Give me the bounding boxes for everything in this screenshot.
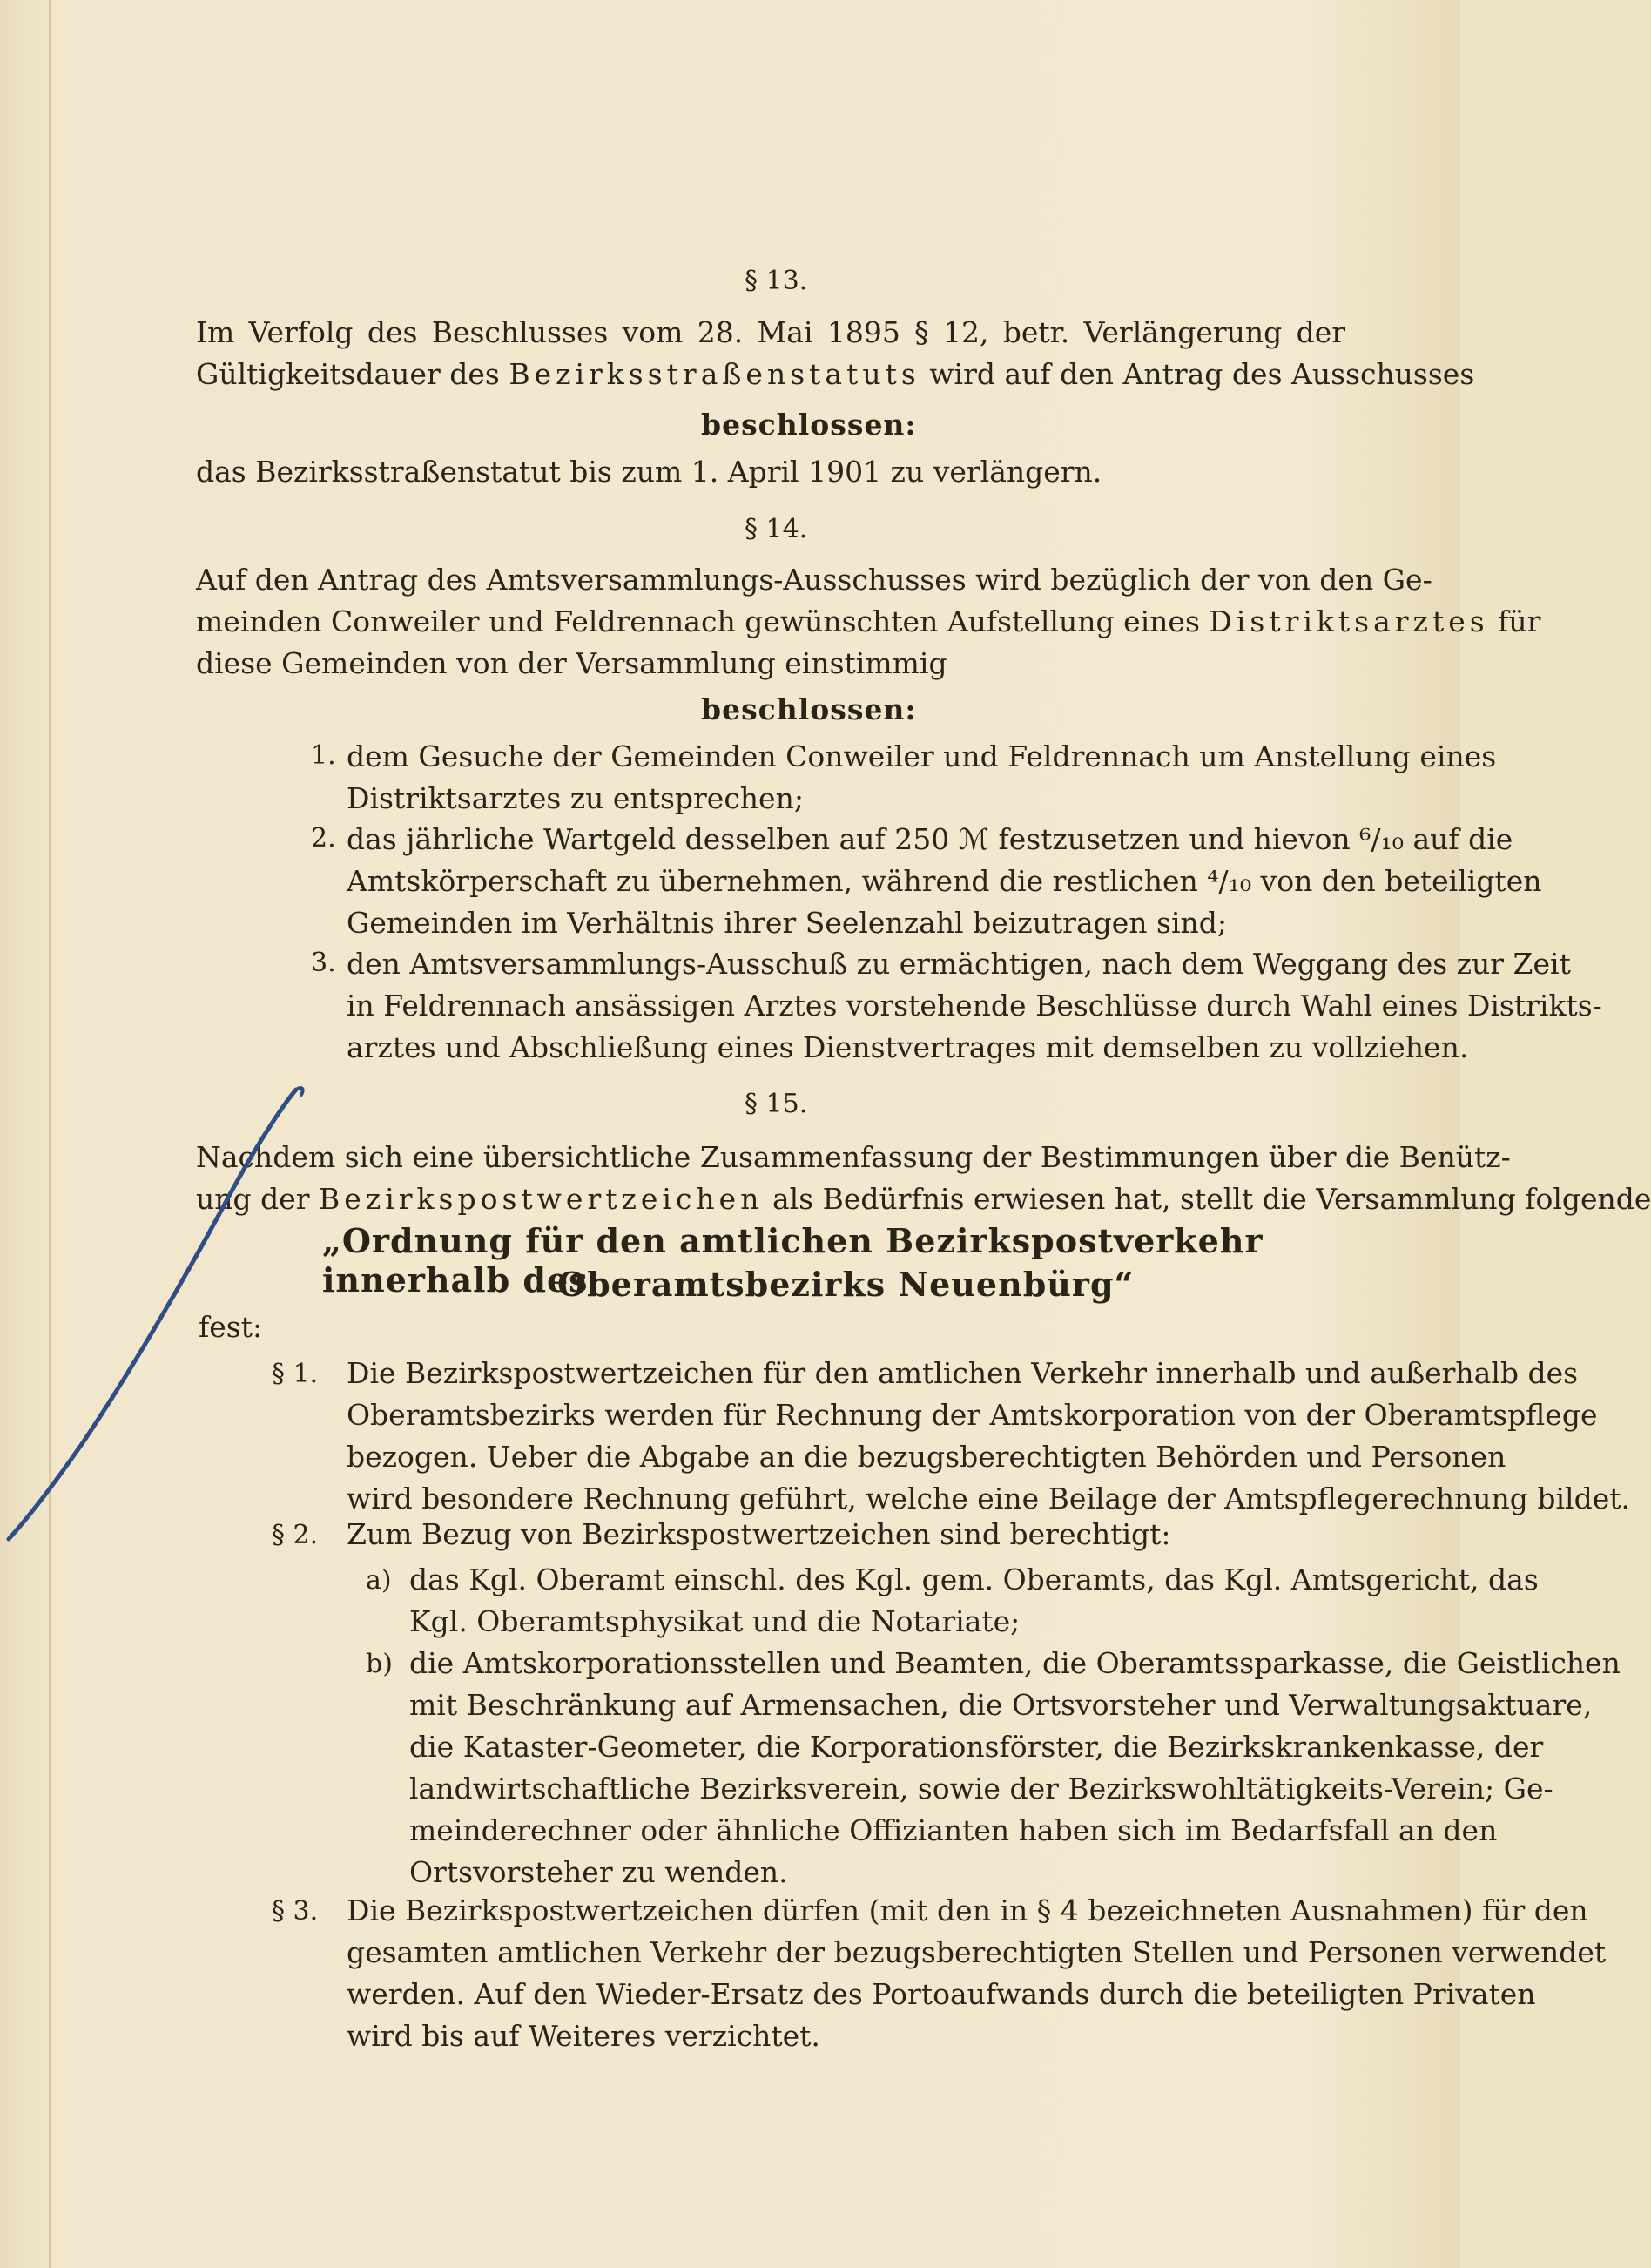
text-line: Amtskörperschaft zu übernehmen, während die restlichen ⁴/₁₀ von den beteiligten	[347, 864, 1542, 898]
text-line: werden. Auf den Wieder-Ersatz des Portoaufwands durch die beteiligten Privaten	[347, 1977, 1536, 2011]
section-13-resolution	[196, 451, 1345, 493]
text-line: landwirtschaftliche Bezirksverein, sowie der Bezirkswohltätigkeits-Verein; Ge-	[409, 1772, 1553, 1806]
item-number: 2.	[311, 823, 336, 854]
sub-item-a	[409, 1559, 1539, 1643]
section-15-title: § 15.	[745, 1089, 808, 1119]
item-number: 3.	[311, 948, 336, 978]
text-line: Gemeinden im Verhältnis ihrer Seelenzahl beizutragen sind;	[347, 906, 1228, 940]
fest-line	[199, 1306, 1348, 1348]
section-15-paragraph	[196, 1137, 1651, 1220]
paragraph-number: § 1.	[272, 1359, 319, 1389]
text-line: Auf den Antrag des Amtsversammlungs-Ausschusses wird bezüglich der von den Ge-	[196, 563, 1432, 597]
paragraph-number: § 3.	[272, 1896, 319, 1927]
text-line: fest:	[199, 1310, 263, 1344]
text-line: den Amtsversammlungs-Ausschuß zu ermächtigen, nach dem Weggang des zur Zeit	[347, 947, 1571, 981]
text-line: wird besondere Rechnung geführt, welche eine Beilage der Amtspflegerechnung bildet.	[347, 1482, 1630, 1515]
list-item	[347, 736, 1497, 820]
paragraph-2	[347, 1514, 1345, 1556]
list-item	[347, 819, 1542, 944]
sub-item-label: b)	[366, 1649, 393, 1679]
text-line: bezogen. Ueber die Abgabe an die bezugsberechtigten Behörden und Personen	[347, 1440, 1506, 1474]
beschlossen-heading: beschlossen:	[701, 692, 917, 726]
ordinance-title-line: „Ordnung für den amtlichen Bezirkspostverkehr innerhalb des	[322, 1221, 1264, 1299]
text-line: Gültigkeitsdauer des Bezirksstraßenstatuts wird auf den Antrag des Ausschusses	[196, 357, 1475, 391]
text-line: meinderechner oder ähnliche Offizianten haben sich im Bedarfsfall an den	[409, 1813, 1498, 1847]
text-line: Die Bezirkspostwertzeichen dürfen (mit den in § 4 bezeichneten Ausnahmen) für den	[347, 1893, 1588, 1927]
sub-item-b	[409, 1643, 1621, 1893]
section-14-paragraph	[196, 559, 1541, 685]
section-13-title: § 13.	[745, 266, 808, 296]
text-line: diese Gemeinden von der Versammlung einstimmig	[196, 646, 947, 680]
beschlossen-heading: beschlossen:	[701, 408, 917, 442]
text-line: Zum Bezug von Bezirkspostwertzeichen sind berechtigt:	[347, 1517, 1171, 1551]
text-line: die Amtskorporationsstellen und Beamten, die Oberamtssparkasse, die Geistlichen	[409, 1646, 1621, 1680]
text-line: Im Verfolg des Beschlusses vom 28. Mai 1895 § 12, betr. Verlängerung der	[196, 315, 1345, 349]
text-line: das Bezirksstraßenstatut bis zum 1. April 1901 zu verlängern.	[196, 455, 1102, 489]
text-line: gesamten amtlichen Verkehr der bezugsberechtigten Stellen und Personen verwendet	[347, 1935, 1607, 1969]
text-line: wird bis auf Weiteres verzichtet.	[347, 2019, 820, 2053]
text-line: mit Beschränkung auf Armensachen, die Ortsvorsteher und Verwaltungsaktuare,	[409, 1688, 1593, 1722]
sub-item-label: a)	[366, 1565, 392, 1596]
text-line: dem Gesuche der Gemeinden Conweiler und Feldrennach um Anstellung eines	[347, 739, 1497, 773]
section-13-paragraph	[196, 312, 1475, 395]
text-line: arztes und Abschließung eines Dienstvertrages mit demselben zu vollziehen.	[347, 1030, 1469, 1064]
text-line: die Kataster-Geometer, die Korporationsförster, die Bezirkskrankenkasse, der	[409, 1730, 1544, 1764]
text-line: meinden Conweiler und Feldrennach gewünschten Aufstellung eines Distriktsarztes für	[196, 604, 1541, 638]
text-line: Distriktsarztes zu entsprechen;	[347, 781, 804, 815]
text-line: in Feldrennach ansässigen Arztes vorstehende Beschlüsse durch Wahl eines Distrikts-	[347, 989, 1602, 1023]
paragraph-1	[347, 1353, 1630, 1520]
ordinance-title-line: Oberamtsbezirks Neuenbürg“	[557, 1265, 1135, 1304]
item-number: 1.	[311, 740, 336, 771]
text-line: Oberamtsbezirks werden für Rechnung der Amtskorporation von der Oberamtspflege	[347, 1398, 1598, 1432]
list-item	[347, 943, 1602, 1069]
text-line: das Kgl. Oberamt einschl. des Kgl. gem. Oberamts, das Kgl. Amtsgericht, das	[409, 1563, 1539, 1596]
text-line: Kgl. Oberamtsphysikat und die Notariate;	[409, 1604, 1021, 1638]
section-14-title: § 14.	[745, 514, 808, 544]
text-line: das jährliche Wartgeld desselben auf 250 ℳ festzusetzen und hievon ⁶/₁₀ auf die	[347, 822, 1513, 856]
paragraph-number: § 2.	[272, 1520, 319, 1550]
text-line: Die Bezirkspostwertzeichen für den amtlichen Verkehr innerhalb und außerhalb des	[347, 1356, 1579, 1390]
text-line: Ortsvorsteher zu wenden.	[409, 1855, 788, 1889]
text-line: Nachdem sich eine übersichtliche Zusammenfassung der Bestimmungen über die Benütz-	[196, 1140, 1511, 1174]
paragraph-3	[347, 1890, 1607, 2057]
pencil-mark	[0, 1076, 313, 1546]
text-line: ung der Bezirkspostwertzeichen als Bedürfnis erwiesen hat, stellt die Versammlung folgende	[196, 1182, 1651, 1216]
